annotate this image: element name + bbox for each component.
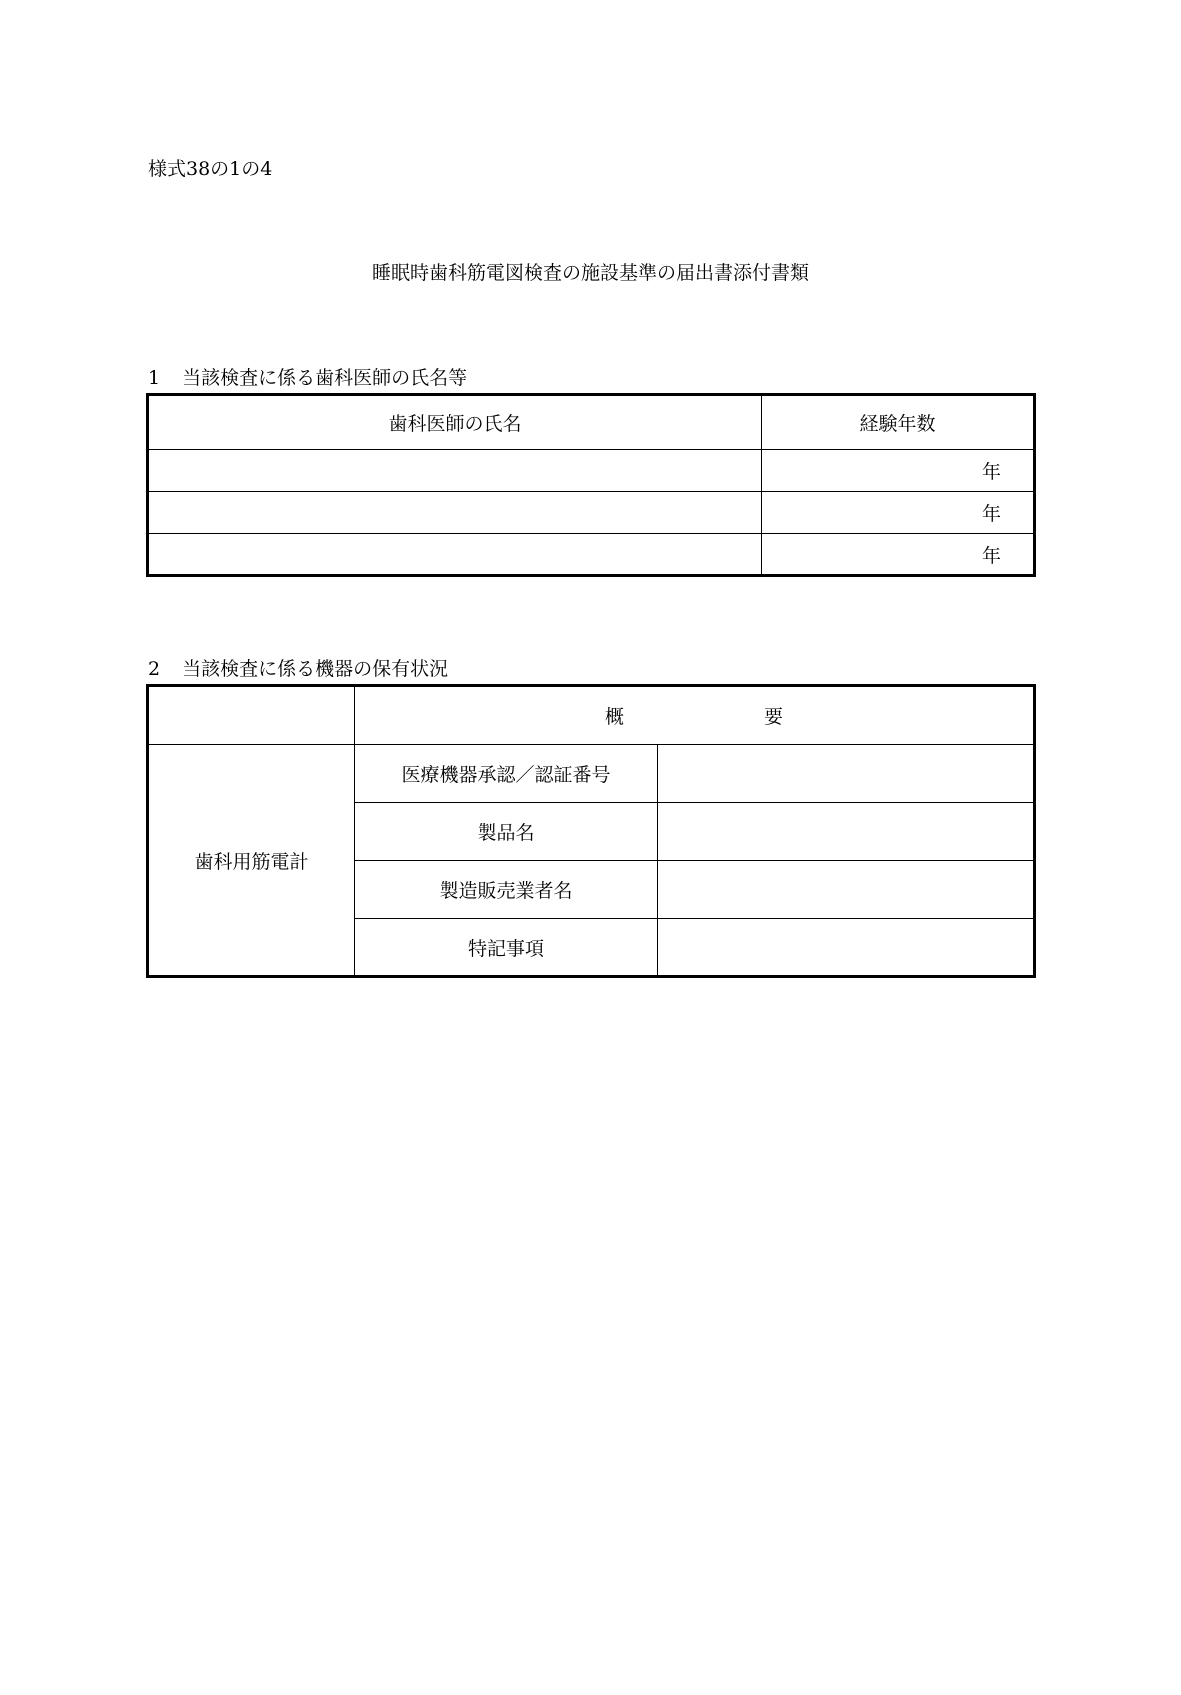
years-cell[interactable]: 年 bbox=[762, 492, 1035, 534]
dentist-name-cell[interactable] bbox=[148, 492, 762, 534]
document-title: 睡眠時歯科筋電図検査の施設基準の届出書添付書類 bbox=[371, 262, 809, 284]
section1-heading bbox=[148, 363, 467, 390]
header-dentist-name: 歯科医師の氏名 bbox=[148, 395, 762, 450]
table-row bbox=[148, 534, 1035, 576]
overview-char-2: 要 bbox=[764, 706, 784, 728]
row-value[interactable] bbox=[658, 745, 1035, 803]
table-row bbox=[148, 450, 1035, 492]
row-value[interactable] bbox=[658, 919, 1035, 977]
row-value[interactable] bbox=[658, 861, 1035, 919]
dentist-name-cell[interactable] bbox=[148, 534, 762, 576]
years-cell[interactable]: 年 bbox=[762, 450, 1035, 492]
device-name: 歯科用筋電計 bbox=[148, 745, 355, 977]
row-label: 製造販売業者名 bbox=[355, 861, 658, 919]
row-label: 製品名 bbox=[355, 803, 658, 861]
table-row bbox=[148, 492, 1035, 534]
overview-char-1: 概 bbox=[604, 706, 624, 728]
section2-number: 2 bbox=[148, 658, 161, 680]
header-experience-years: 経験年数 bbox=[762, 395, 1035, 450]
dentist-name-cell[interactable] bbox=[148, 450, 762, 492]
row-label: 医療機器承認／認証番号 bbox=[355, 745, 658, 803]
table-header-row bbox=[148, 686, 1035, 745]
section2-title: 当該検査に係る機器の保有状況 bbox=[182, 658, 449, 680]
section1-title: 当該検査に係る歯科医師の氏名等 bbox=[182, 367, 468, 389]
row-value[interactable] bbox=[658, 803, 1035, 861]
header-blank bbox=[148, 686, 355, 745]
section2-heading bbox=[148, 654, 448, 681]
equipment-table bbox=[146, 684, 1036, 978]
dentist-table bbox=[146, 393, 1036, 577]
header-overview bbox=[355, 686, 1035, 745]
table-row bbox=[148, 745, 1035, 803]
form-number: 様式38の1の4 bbox=[148, 158, 273, 180]
row-label: 特記事項 bbox=[355, 919, 658, 977]
section1-number: 1 bbox=[148, 367, 161, 389]
years-cell[interactable]: 年 bbox=[762, 534, 1035, 576]
table-header-row bbox=[148, 395, 1035, 450]
